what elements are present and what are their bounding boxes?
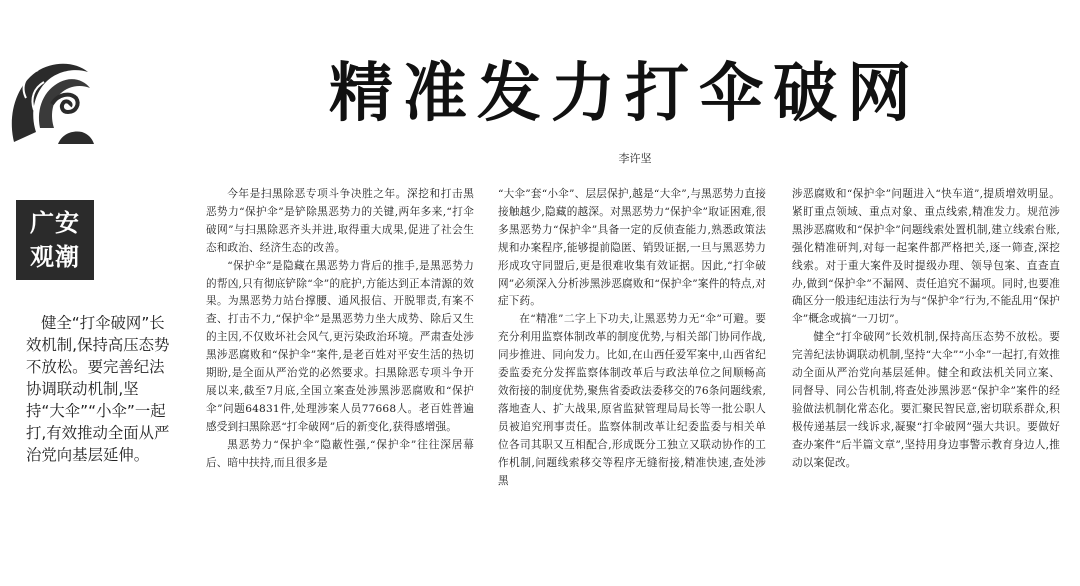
paragraph: “大伞”套“小伞”、层层保护,越是“大伞”,与黑恶势力直接接触越少,隐藏的越深。对黑恶势力“保护伞”取证困难,很多黑恶势力“保护伞”具备一定的反侦查能力,熟悉政策法规和办案程序,能够提前隐匿、销毁证据,一旦与黑恶势力形成攻守同盟后,更是很难收集有效证据。因此,“打伞破网”必须深入分析涉黑涉恶腐败和“保护伞”案件的特点,对症下药。 <box>498 188 766 308</box>
paragraph: 今年是扫黑除恶专项斗争决胜之年。深挖和打击黑恶势力“保护伞”是铲除黑恶势力的关键,两年多来,“打伞破网”与扫黑除恶齐头并进,取得重大成果,促进了社会生态和政治、经济生态的改善。 <box>206 188 474 254</box>
article-column-3 <box>792 186 1060 473</box>
wave-icon <box>6 58 94 144</box>
paragraph: 健全“打伞破网”长效机制,保持高压态势不放松。要完善纪法协调联动机制,坚持“大伞”“小伞”一起打,有效推动全面从严治党向基层延伸。健全和政法机关同立案、同督导、同公告机制,将查处涉黑涉恶“保护伞”案件的经验做法机制化常态化。要汇聚民智民意,密切联系群众,积极传递基层一线诉求,凝聚“打伞破网”强大共识。要做好查办案件“后半篇文章”,坚持用身边事警示教育身边人,推动以案促改。 <box>792 331 1060 469</box>
pull-quote: 健全“打伞破网”长效机制,保持高压态势不放松。要完善纪法协调联动机制,坚持“大伞”“小伞”一起打,有效推动全面从严治党向基层延伸。 <box>26 314 170 464</box>
paragraph: 黑恶势力“保护伞”隐蔽性强,“保护伞”往往深居幕后、暗中扶持,而且很多是 <box>206 438 474 469</box>
author-byline: 李许坚 <box>618 152 652 165</box>
paragraph: 涉恶腐败和“保护伞”问题进入“快车道”,提质增效明显。紧盯重点领域、重点对象、重点线索,精准发力。规范涉黑涉恶腐败和“保护伞”问题线索处置机制,建立线索台账,强化精准研判,对每一起案件都严格把关,逐一筛查,深挖线索。对于重大案件及时提级办理、领导包案、直查直办,做到“保护伞”不漏网、责任追究不漏项。同时,也要准确区分一般违纪违法行为与“保护伞”行为,不能乱用“保护伞”概念或搞“一刀切”。 <box>792 188 1060 326</box>
article-title: 精准发力打伞破网 <box>329 56 921 131</box>
column-name-line1: 广安 <box>30 209 80 237</box>
paragraph: “保护伞”是隐藏在黑恶势力背后的推手,是黑恶势力的帮凶,只有彻底铲除“伞”的庇护,方能达到正本清源的效果。为黑恶势力站台撑腰、通风报信、开脱罪责,有案不查、打击不力,“保护伞”是黑恶势力坐大成势、除后又生的主因,不仅败坏社会风气,更污染政治环境。严肃查处涉黑涉恶腐败和“保护伞”案件,是老百姓对平安生活的热切期盼,是全面从严治党的必然要求。扫黑除恶专项斗争开展以来,截至7月底,全国立案查处涉黑涉恶腐败和“保护伞”问题64831件,处理涉案人员77668人。老百姓普遍感受到扫黑除恶“打伞破网”后的新变化,获得感增强。 <box>206 259 474 433</box>
column-name-line2: 观潮 <box>30 243 80 271</box>
column-name-badge <box>16 200 94 280</box>
article-column-1 <box>206 186 474 473</box>
column-logo <box>6 58 94 271</box>
paragraph: 在“精准”二字上下功夫,让黑恶势力无“伞”可避。要充分利用监察体制改革的制度优势,与相关部门协同作战,同步推进、同向发力。比如,在山西任爱军案中,山西省纪委监委充分发挥监察体制改革后与政法单位之间顺畅高效衔接的制度优势,聚焦省委政法委移交的76条问题线索,落地查人、扩大战果,原省监狱管理局局长等一批公职人员被追究刑事责任。监察体制改革让纪委监委与相关单位各司其职又互相配合,形成既分工独立又联动协作的工作机制,问题线索移交等程序无缝衔接,精准快速,查处涉黑 <box>498 313 766 487</box>
article-column-2 <box>498 186 766 490</box>
